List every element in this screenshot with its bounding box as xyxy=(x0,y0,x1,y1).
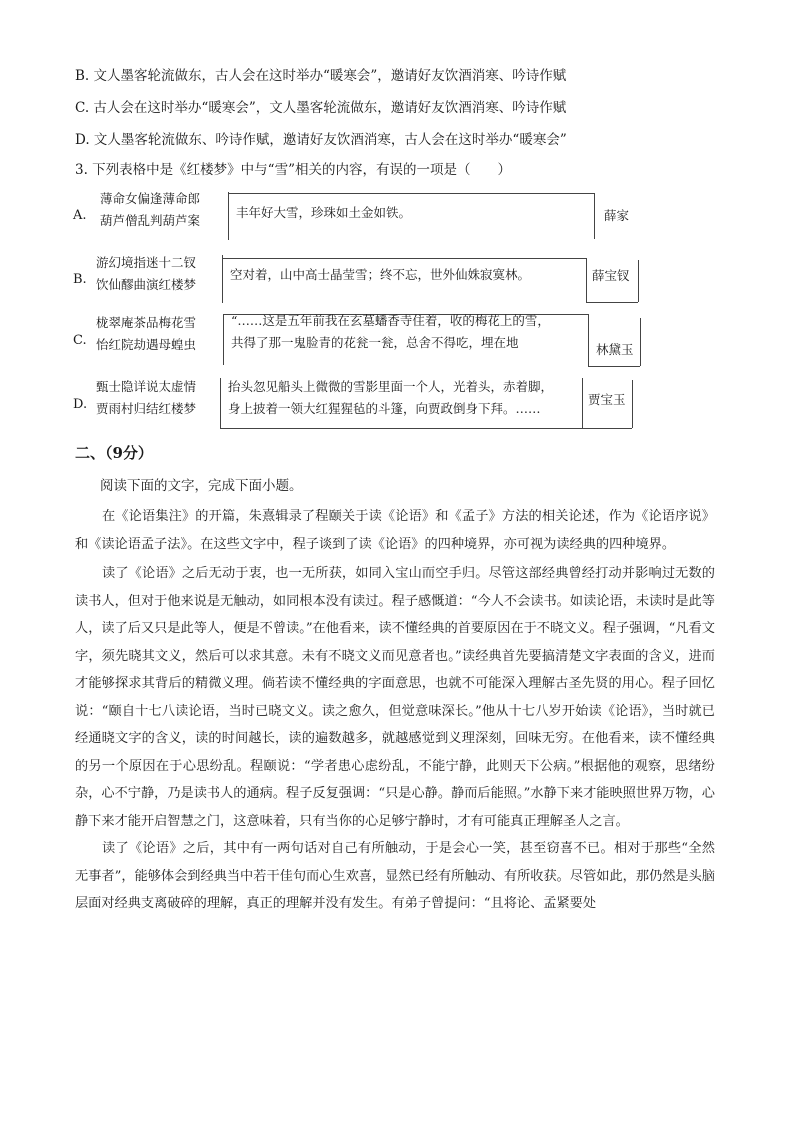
option-c: C. 古人会在这时举办“暖寒会”，文人墨客轮流做东，邀请好友饮酒消寒、吟诗作赋 xyxy=(75,100,567,116)
chapter-title: 游幻境指迷十二钗 xyxy=(96,255,197,270)
section-heading: 二、（9分） xyxy=(75,444,153,462)
chapter-title: 饮仙醪曲演红楼梦 xyxy=(96,277,197,292)
chapter-title: 薄命女偏逢薄命郎 xyxy=(100,191,201,206)
quote-text: “……这是五年前我在玄墓蟠香寺住着，收的梅花上的雪， xyxy=(231,313,550,328)
row-label: A. xyxy=(73,208,87,223)
quote-text: 抬头忽见船头上微微的雪影里面一个人，光着头，赤着脚， xyxy=(228,379,554,394)
character-name: 薛宝钗 xyxy=(592,268,630,283)
row-label: D. xyxy=(73,397,88,412)
quote-text: 身上披着一领大红猩猩毡的斗篷，向贾政倒身下拜。…… xyxy=(228,401,541,416)
option-d: D. 文人墨客轮流做东、吟诗作赋，邀请好友饮酒消寒，古人会在这时举办“暖寒会” xyxy=(75,132,567,148)
paragraph: 在《论语集注》的开篇，朱熹辑录了程颐关于读《论语》和《孟子》方法的相关论述，作为《论语序说》和《读论语孟子法》。在这些文字中，程子谈到了读《论语》的四种境界，亦可视为读经典的四种境界。 xyxy=(75,509,715,552)
chapter-title: 怡红院劫遇母蝗虫 xyxy=(96,337,197,352)
row-label: C. xyxy=(73,333,87,348)
character-name: 薛家 xyxy=(604,208,630,223)
passage xyxy=(75,503,715,918)
paragraph: 读了《论语》之后，其中有一两句话对自己有所触动，于是会心一笑，甚至窃喜不已。相对于那些“全然无事者”，能够体会到经典当中若干佳句而心生欢喜，显然已经有所触动、有所收获。尽管如此，那仍然是头脑层面对经典支离破碎的理解，真正的理解并没有发生。有弟子曾提问：“且将论、孟紧要处 xyxy=(75,841,715,911)
quote-text: 共得了那一鬼脸青的花瓮一瓮，总舍不得吃，埋在地 xyxy=(231,335,519,350)
chapter-title: 甄士隐详说太虚情 xyxy=(96,379,197,394)
instruction: 阅读下面的文字，完成下面小题。 xyxy=(100,478,303,494)
paragraph: 读了《论语》之后无动于衷，也一无所获，如同入宝山而空手归。尽管这部经典曾经打动并影响过无数的读书人，但对于他来说是无触动，如同根本没有读过。程子感慨道：“今人不会读书。如读论语，未读时是此等人，读了后又只是此等人，便是不曾读。”在他看来，读不懂经典的首要原因在于不晓文义。程子强调，“凡看文字，须先晓其文义，然后可以求其意。未有不晓文义而见意者也。”读经典首先要搞清楚文字表面的含义，进而才能够探求其背后的精微义理。倘若读不懂经典的字面意思，也就不可能深入理解古圣先贤的用心。程子回忆说：“颐自十七八读论语，当时已晓文义。读之愈久，但觉意味深长。”他从十七八岁开始读《论语》，当时就已经通晓文字的含义，读的时间越长，读的遍数越多，就越感觉到义理深刻，回味无穷。在他看来，读不懂经典的另一个原因在于心思纷乱。程颐说：“学者患心虑纷乱，不能宁静，此则天下公病。”根据他的观察，思绪纷杂，心不宁静，乃是读书人的通病。程子反复强调：“只是心静。静而后能照。”水静下来才能映照世界万物，心静下来才能开启智慧之门，这意味着，只有当你的心足够宁静时，才有可能真正理解圣人之言。 xyxy=(75,566,715,829)
quote-text: 空对着，山中高士晶莹雪；终不忘，世外仙姝寂寞林。 xyxy=(230,267,531,282)
chapter-title: 栊翠庵茶品梅花雪 xyxy=(96,315,197,330)
question-3: 3. 下列表格中是《红楼梦》中与“雪”相关的内容，有误的一项是（ ） xyxy=(75,162,511,178)
character-name: 林黛玉 xyxy=(596,342,634,357)
option-b: B. 文人墨客轮流做东，古人会在这时举办“暖寒会”，邀请好友饮酒消寒、吟诗作赋 xyxy=(75,68,567,84)
row-label: B. xyxy=(73,272,87,287)
chapter-title: 贾雨村归结红楼梦 xyxy=(96,401,197,416)
chapter-title: 葫芦僧乱判葫芦案 xyxy=(100,213,201,228)
character-name: 贾宝玉 xyxy=(588,392,626,407)
quote-text: 丰年好大雪，珍珠如土金如铁。 xyxy=(236,205,412,220)
